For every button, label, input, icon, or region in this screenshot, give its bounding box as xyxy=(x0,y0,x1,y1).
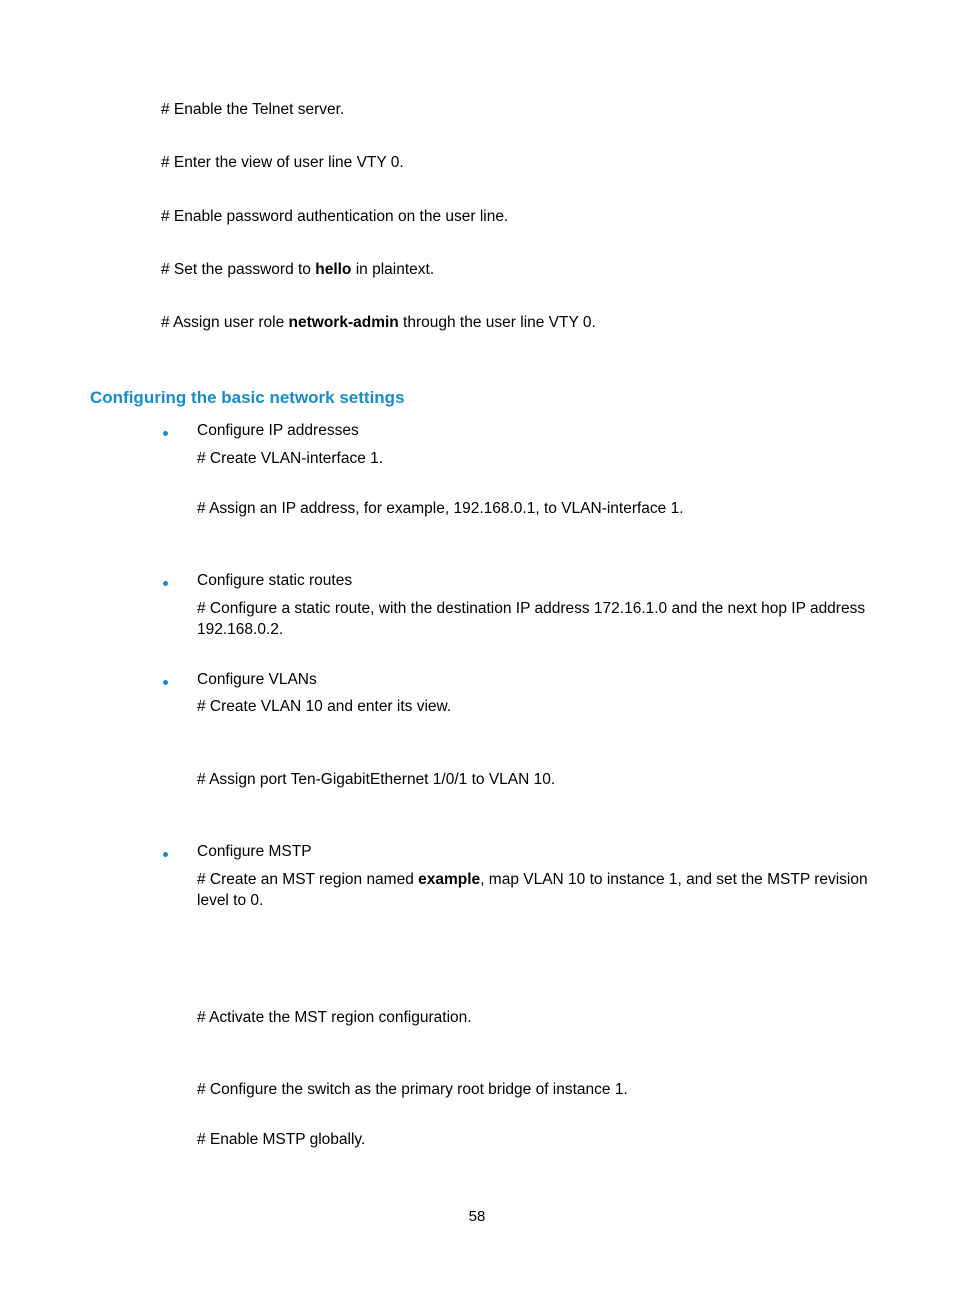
step-text: # Set the password to xyxy=(161,261,316,278)
region-name: example xyxy=(418,871,481,888)
vlans-step-assign-port: # Assign port Ten-GigabitEthernet 1/0/1 to VLAN 10. xyxy=(197,771,556,788)
step-text: # Create an MST region named xyxy=(197,871,419,888)
step-text: # Enter the view of user line VTY 0. xyxy=(161,154,404,171)
bullet-icon xyxy=(163,680,168,685)
section-heading: Configuring the basic network settings xyxy=(90,388,405,407)
bullet-mstp-label: Configure MSTP xyxy=(197,843,312,860)
vlans-step-create-vlan: # Create VLAN 10 and enter its view. xyxy=(197,698,452,715)
step-assign-role xyxy=(161,312,596,333)
step-text: # Assign user role xyxy=(161,314,289,331)
step-text: # Enable the Telnet server. xyxy=(161,101,345,118)
mstp-step-enable: # Enable MSTP globally. xyxy=(197,1131,366,1148)
step-text: # Enable password authentication on the user line. xyxy=(161,208,509,225)
ip-step-assign-address: # Assign an IP address, for example, 192.168.0.1, to VLAN-interface 1. xyxy=(197,500,684,517)
bullet-icon xyxy=(163,581,168,586)
page-number: 58 xyxy=(468,1208,486,1225)
step-text: in plaintext. xyxy=(351,261,435,278)
mstp-step-create-region xyxy=(197,869,872,911)
password-value: hello xyxy=(315,261,352,278)
step-text: through the user line VTY 0. xyxy=(398,314,596,331)
mstp-step-root-bridge: # Configure the switch as the primary root bridge of instance 1. xyxy=(197,1081,628,1098)
step-enter-vty xyxy=(161,152,404,173)
bullet-icon xyxy=(163,431,168,436)
step-enable-telnet xyxy=(161,99,344,120)
step-text: , map VLAN 10 to instance 1, and set the MSTP revision level to 0. xyxy=(197,871,868,909)
bullet-icon xyxy=(163,852,168,857)
role-value: network-admin xyxy=(288,314,399,331)
step-enable-password-auth xyxy=(161,206,508,227)
bullet-vlans-label: Configure VLANs xyxy=(197,671,317,688)
step-set-password xyxy=(161,259,434,280)
mstp-step-activate: # Activate the MST region configuration. xyxy=(197,1009,472,1026)
routes-step-configure-static-route: # Configure a static route, with the destination IP address 172.16.1.0 and the next hop IP address 192.168.0.2. xyxy=(197,600,866,638)
bullet-ip-label: Configure IP addresses xyxy=(197,422,359,439)
bullet-routes-label: Configure static routes xyxy=(197,572,353,589)
ip-step-create-interface: # Create VLAN-interface 1. xyxy=(197,450,384,467)
